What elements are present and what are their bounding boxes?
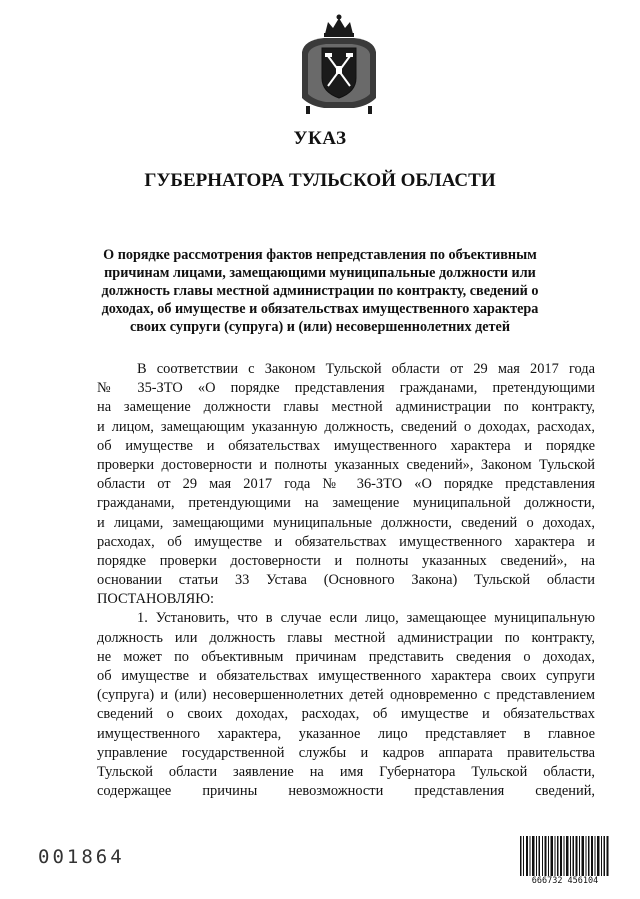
body-line: должность или должность главы местной администрации по контракту,	[97, 629, 595, 646]
subject-line: причинам лицами, замещающими муниципальные должности или	[104, 265, 536, 281]
document-type-title: УКАЗ	[293, 128, 347, 149]
subject-line: О порядке рассмотрения фактов непредставления по объективным	[103, 247, 537, 263]
body-line: и лицами, замещающими муниципальные должности, сведений о доходах,	[97, 514, 595, 531]
body-line: порядке проверки достоверности и полноты указанных сведений», на	[97, 552, 595, 569]
body-line: проверки достоверности и полноты указанных сведений», Законом Тульской	[97, 456, 595, 473]
body-line: В соответствии с Законом Тульской области от 29 мая 2017 года	[137, 361, 595, 377]
body-line: содержащее причины невозможности представления сведений,	[97, 783, 595, 800]
serial-number: 001864	[38, 846, 125, 868]
body-line: расходах, об имуществе и обязательствах имущественного характера и	[97, 533, 595, 550]
body-line: гражданами, претендующими на замещение муниципальной должности,	[97, 495, 595, 512]
body-line: не может по объективным причинам представить сведения о доходах,	[97, 648, 595, 665]
subject-line: должность главы местной администрации по контракту, сведений о	[101, 283, 539, 299]
subject-line: своих супруги (супруга) и (или) несовершеннолетних детей	[129, 319, 511, 335]
body-line: на замещение должности главы местной администрации по контракту,	[97, 399, 595, 416]
body-line: и лицом, замещающим указанную должность, сведений о доходах, расходах,	[97, 418, 595, 435]
subject-line: доходах, об имуществе и обязательствах имущественного характера	[101, 301, 539, 317]
barcode-icon	[520, 836, 610, 876]
body-line: (супруга) и (или) несовершеннолетних детей одновременно с представлением	[97, 687, 595, 704]
body-line: № 35-ЗТО «О порядке представления гражданами, претендующими	[97, 380, 595, 397]
body-line: об имуществе и обязательствах имущественного характера и порядке	[97, 437, 595, 454]
body-line: Тульской области заявление на имя Губернатора Тульской области,	[97, 763, 595, 780]
body-line: ПОСТАНОВЛЯЮ:	[97, 591, 215, 608]
decree-body	[97, 360, 595, 801]
body-line: основании статьи 33 Устава (Основного Закона) Тульской области	[97, 572, 595, 589]
body-line: имущественного характера, указанное лицо представляет в главное	[97, 725, 595, 742]
body-line: сведений о своих доходах, расходах, об имуществе и обязательствах	[97, 706, 595, 723]
body-line: управление государственной службы и кадров аппарата правительства	[97, 744, 595, 761]
issuer-title: ГУБЕРНАТОРА ТУЛЬСКОЙ ОБЛАСТИ	[144, 170, 496, 191]
decree-subject	[70, 246, 570, 336]
barcode-number: 666732 456104	[531, 876, 599, 886]
body-line: об имуществе и обязательствах имущественного характера своих супруги	[97, 668, 595, 684]
coat-of-arms-icon	[298, 12, 380, 118]
body-line: 1. Установить, что в случае если лицо, замещающее муниципальную	[137, 610, 595, 627]
body-line: области от 29 мая 2017 года № 36-ЗТО «О порядке представления	[97, 476, 595, 493]
